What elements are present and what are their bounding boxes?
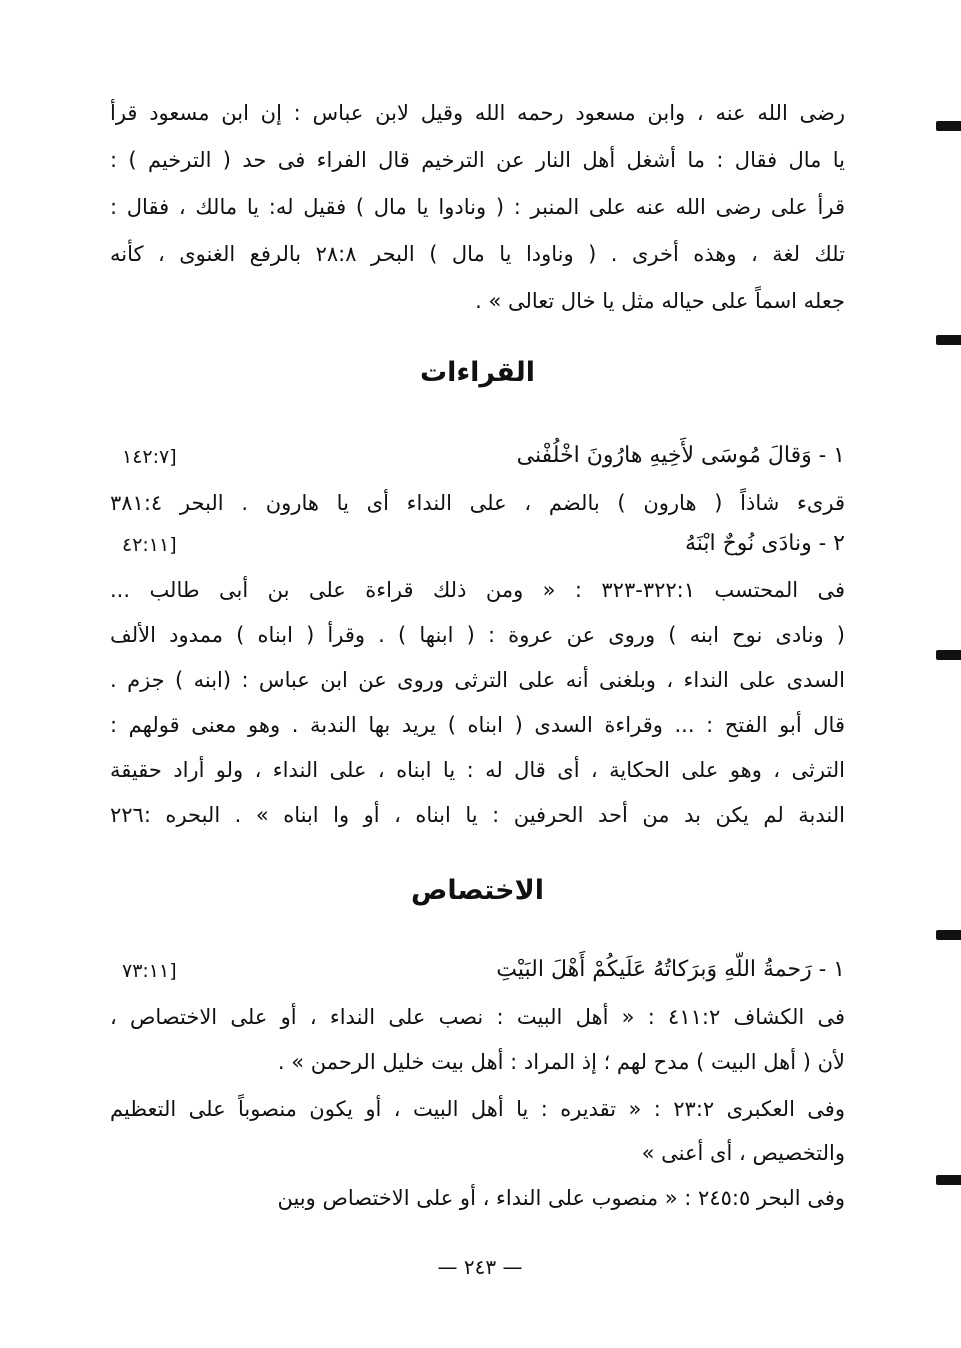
verse-line	[110, 526, 845, 562]
intro-line: جعله اسماً على حياله مثل يا خال تعالى » .	[475, 289, 845, 313]
body-line: وفى العكبرى ٢٣:٢ : « تقديره : يا أهل البيت ، أو يكون منصوباً على التعظيم	[110, 1097, 845, 1121]
intro-line: يا مال فقال : ما أشغل أهل النار عن الترخيم قال الفراء فى حد ( الترخيم ) :	[110, 148, 845, 172]
body-line: والتخصيص ، أى أعنى »	[641, 1141, 845, 1165]
verse-line	[110, 438, 845, 474]
verse-line	[110, 952, 845, 988]
body-line: وفى البحر ٢٤٥:٥ : « منصوب على النداء ، أو على الاختصاص وبين	[277, 1186, 845, 1210]
verse-reference: [٤٢:١١	[122, 534, 177, 556]
scan-edge-mark	[936, 1175, 961, 1185]
section-heading-specification: الاختصاص	[411, 875, 544, 906]
intro-line: تلك لغة ، وهذه أخرى . ( وناودا يا مال ) البحر ٢٨:٨ بالرفع الغنوى ، كأنه	[110, 242, 845, 266]
verse-reference: [١٤٢:٧	[122, 446, 177, 468]
body-line: الترثى ، وهو على الحكاية ، أى قال له : يا ابناه ، على النداء ، ولو أراد حقيقة	[110, 758, 845, 782]
intro-line: قرأ على رضى الله عنه على المنبر : ( ونادوا يا مال ) فقيل له: يا مالك ، فقال :	[110, 195, 845, 219]
body-line: قرىء شاذاً ( هارون ) بالضم ، على النداء أى يا هارون . البحر ٣٨١:٤	[110, 491, 845, 515]
body-line: فى المحتسب ٣٢٢:١-٣٢٣ : « ومن ذلك قراءة على بن أبى طالب ...	[110, 578, 845, 602]
section-heading-readings: القراءات	[419, 357, 536, 388]
verse-text: ٢ - ونادَى نُوحٌ ابْنَهُ	[684, 531, 845, 556]
body-line: فى الكشاف ٤١١:٢ : « أهل البيت : نصب على النداء ، أو على الاختصاص ،	[110, 1005, 845, 1029]
body-line: الندبة لم يكن بد من أحد الحرفين : يا ابناه ، أو وا ابناه » . البحره :٢٢٦	[110, 803, 845, 827]
body-line: لأن ( أهل البيت ) مدح لهم ؛ إذ المراد : أهل بيت خليل الرحمن » .	[277, 1050, 845, 1074]
scan-edge-mark	[936, 121, 961, 131]
verse-reference: [٧٣:١١	[122, 960, 177, 982]
intro-line: رضى الله عنه ، وابن مسعود رحمه الله وقيل لابن عباس : إن ابن مسعود قرأ	[110, 101, 845, 125]
body-line: السدى على النداء ، وبلغنى أنه على الترثى وروى عن ابن عباس : (ابنه ) جزم .	[110, 668, 845, 692]
verse-text: ١ - رَحمةُ اللّهِ وَبرَكاتُهُ عَلَيكُمْ أَهْلَ البَيْتِ	[496, 957, 845, 982]
scan-edge-mark	[936, 335, 961, 345]
scan-edge-mark	[936, 930, 961, 940]
page-number: — ٢٤٣ —	[437, 1255, 523, 1279]
scan-edge-mark	[936, 650, 961, 660]
body-line: ( ونادى نوح ابنه ) وروى عن عروة : ( ابنها ) . وقرأ ( ابناه ) ممدود الألف	[110, 623, 845, 647]
body-line: قال أبو الفتح : ... وقراءة السدى ( ابناه ) يريد بها الندبة . وهو معنى قولهم :	[110, 713, 845, 737]
verse-text: ١ - وَقالَ مُوسَى لأَخِيهِ هارُونَ اخْلُفْنى	[516, 443, 845, 468]
